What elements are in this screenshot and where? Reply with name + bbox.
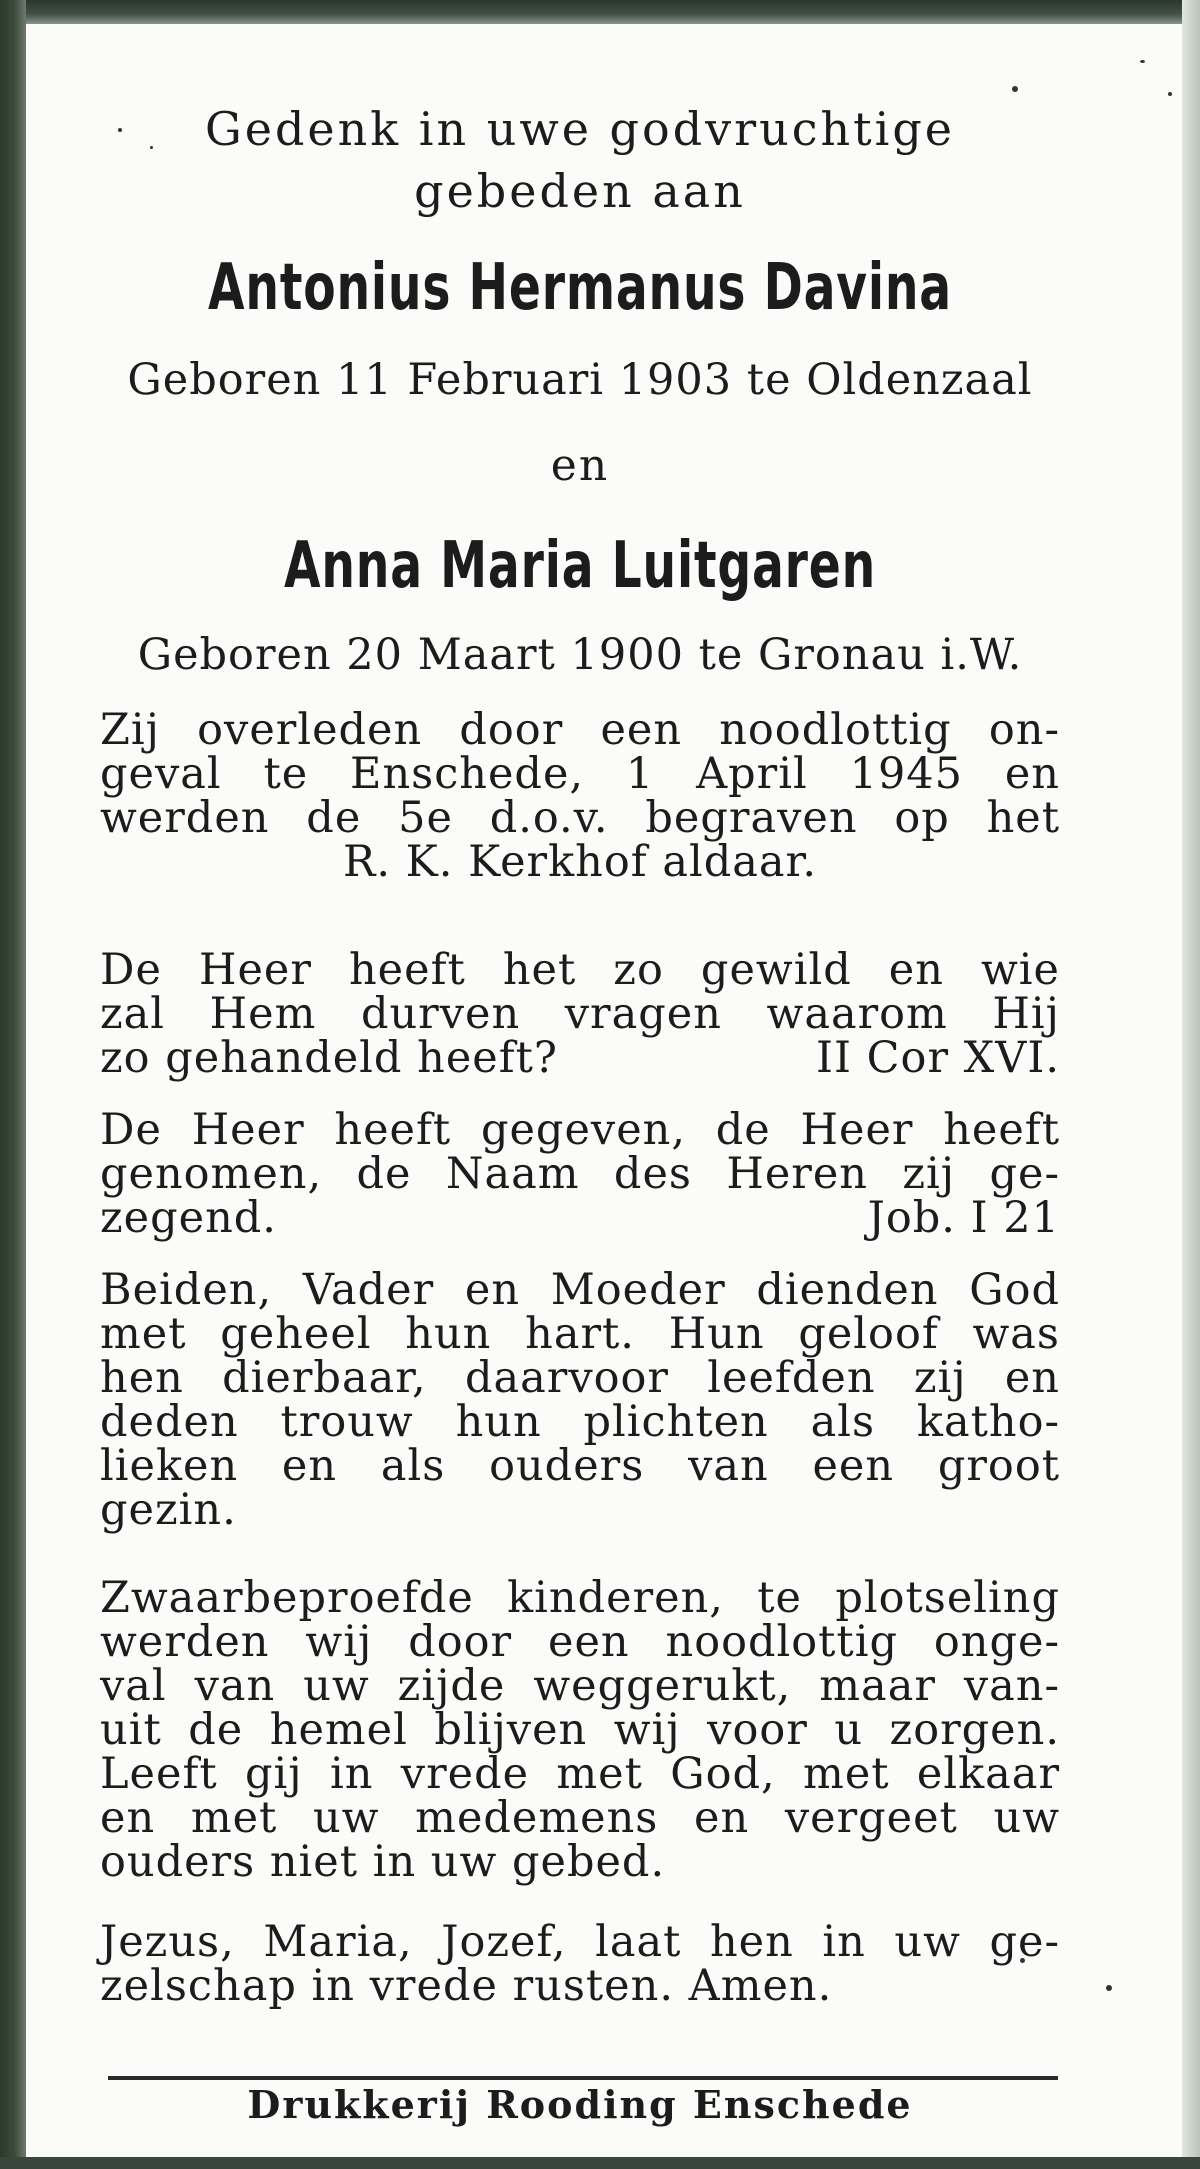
verse-1 — [100, 945, 1060, 1083]
scan-speck — [1140, 60, 1145, 63]
children-line: en met uw medemens en vergeet uw — [100, 1793, 1060, 1843]
parents-line: met geheel hun hart. Hun geloof was — [100, 1309, 1060, 1359]
children-line: werden wij door een noodlottig onge- — [100, 1617, 1060, 1667]
parents-paragraph — [100, 1265, 1060, 1535]
scan-speck — [1106, 1985, 1112, 1991]
intro-line-1: Gedenk in uwe godvruchtige — [204, 102, 955, 156]
death-line: geval te Enschede, 1 April 1945 en — [100, 749, 1060, 799]
birth-line-1: Geboren 11 Februari 1903 te Oldenzaal — [127, 355, 1033, 405]
verse-1-reference: II Cor XVI. — [816, 1033, 1060, 1083]
conjunction-en: en — [550, 440, 610, 491]
verse-2-last-row — [100, 1193, 1060, 1243]
verse-2-reference: Job. I 21 — [867, 1193, 1060, 1243]
card-border-right — [1182, 0, 1200, 2169]
children-line: Leeft gij in vrede met God, met elkaar — [100, 1749, 1060, 1799]
verse-1-line: De Heer heeft het zo gewild en wie — [100, 945, 1060, 995]
children-line: Zwaarbeproefde kinderen, te plotseling — [100, 1573, 1060, 1623]
children-paragraph — [100, 1573, 1060, 1887]
parents-line: deden trouw hun plichten als katho- — [100, 1397, 1060, 1447]
closing-prayer — [100, 1917, 1060, 2011]
death-line-last: R. K. Kerkhof aldaar. — [342, 837, 818, 887]
children-line: val van uw zijde weggerukt, maar van- — [100, 1661, 1060, 1711]
verse-1-line: zal Hem durven vragen waarom Hij — [100, 989, 1060, 1039]
prayer-line-1: Jezus, Maria, Jozef, laat hen in uw ge- — [100, 1917, 1060, 1967]
parents-line: Beiden, Vader en Moeder dienden God — [100, 1265, 1060, 1315]
card-border-left — [0, 0, 26, 2169]
verse-2-last-text: zegend. — [100, 1193, 277, 1243]
verse-1-last-row — [100, 1033, 1060, 1083]
death-line: Zij overleden door een noodlottig on- — [100, 705, 1060, 755]
death-paragraph — [100, 705, 1060, 887]
card-border-top — [0, 0, 1200, 24]
verse-2-line: De Heer heeft gegeven, de Heer heeft — [100, 1105, 1060, 1155]
parents-line-last: gezin. — [100, 1485, 237, 1535]
prayer-line-2: zelschap in vrede rusten. Amen. — [100, 1961, 833, 2011]
children-line: uit de hemel blijven wij voor u zorgen. — [100, 1705, 1060, 1755]
death-line: werden de 5e d.o.v. begraven op het — [100, 793, 1060, 843]
deceased-name-1: Antonius Hermanus Davina — [208, 251, 952, 325]
verse-1-last-text: zo gehandeld heeft? — [100, 1033, 558, 1083]
children-line-last: ouders niet in uw gebed. — [100, 1837, 666, 1887]
printer-credit: Drukkerij Rooding Enschede — [247, 2082, 913, 2127]
intro-block — [100, 98, 1060, 222]
scan-speck — [1168, 92, 1172, 96]
verse-2-line: genomen, de Naam des Heren zij ge- — [100, 1149, 1060, 1199]
footer-divider — [108, 2076, 1058, 2080]
birth-line-2: Geboren 20 Maart 1900 te Gronau i.W. — [137, 630, 1023, 680]
intro-line-2: gebeden aan — [414, 164, 746, 218]
parents-line: lieken en als ouders van een groot — [100, 1441, 1060, 1491]
card-border-bottom — [0, 2157, 1200, 2169]
parents-line: hen dierbaar, daarvoor leefden zij en — [100, 1353, 1060, 1403]
scan-speck — [1012, 86, 1018, 92]
verse-2 — [100, 1105, 1060, 1243]
deceased-name-2: Anna Maria Luitgaren — [283, 529, 877, 603]
